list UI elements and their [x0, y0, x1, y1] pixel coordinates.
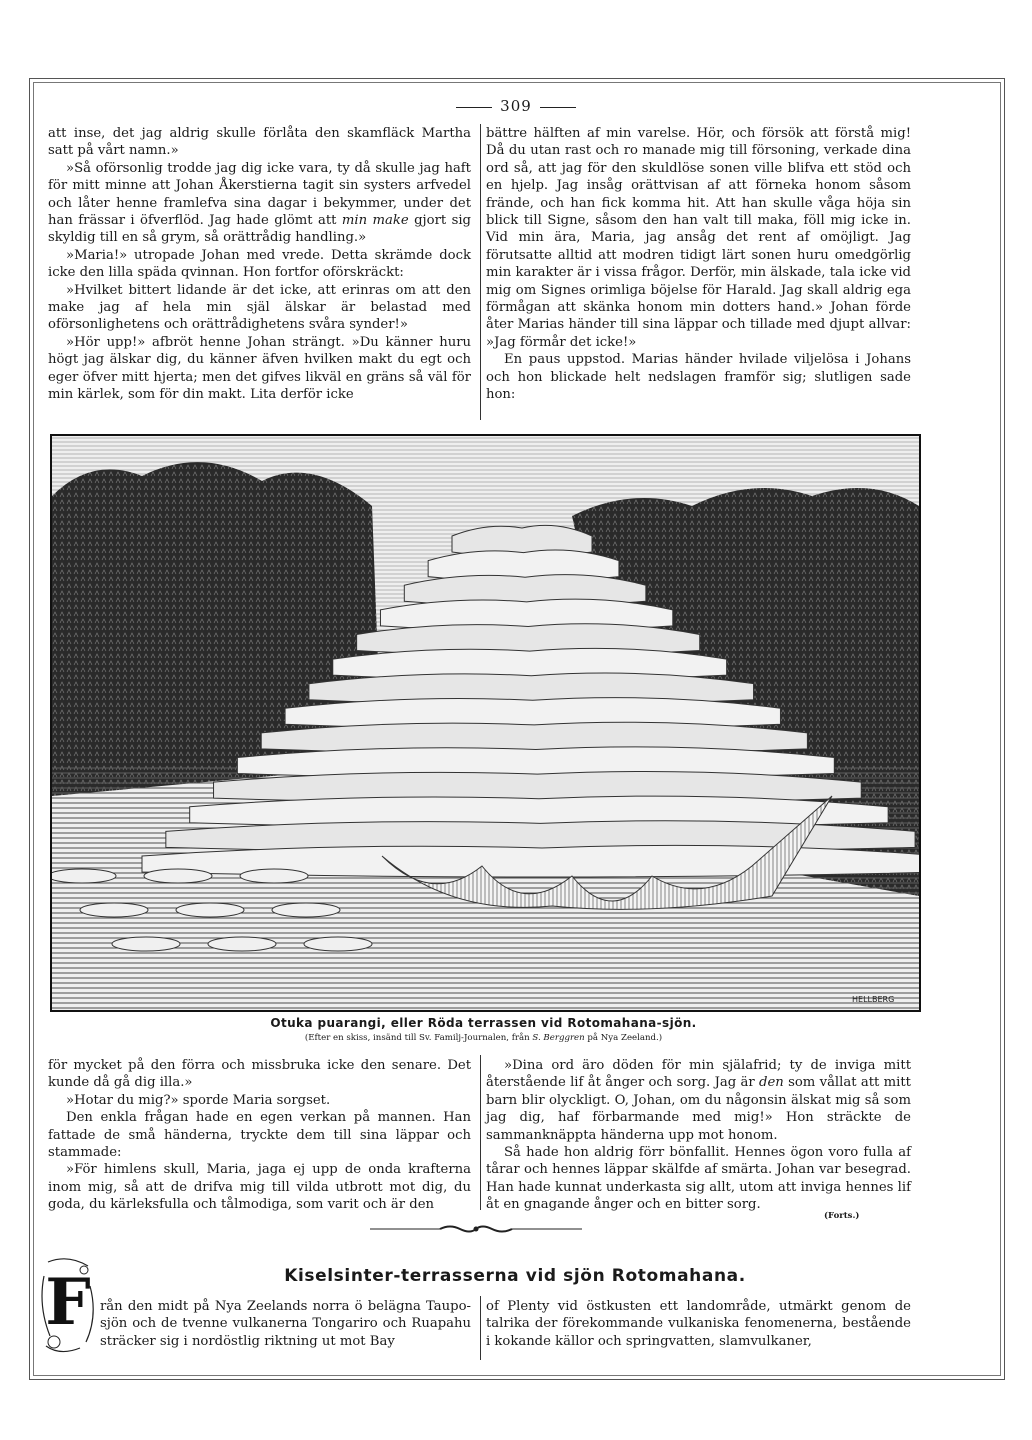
paragraph: Så hade hon aldrig förr bönfallit. Hennes ögon voro fulla af tårar och hennes läppar skälfde af smärta. Johan var besegrad. Han hade kunnat underkasta sig allt, utom att inviga hennes lif åt en gnagande ånger och en bitter sorg.	[486, 1145, 911, 1213]
paragraph: »Hotar du mig?» sporde Maria sorgset.	[66, 1092, 331, 1108]
illustration-engraving	[50, 434, 921, 1012]
column-top-right	[486, 125, 911, 421]
article-column-right	[486, 1298, 911, 1358]
paragraph: En paus uppstod. Marias händer hvilade viljelösa i Johans och hon blickade helt nedslagen framför sig; slutligen sade hon:	[486, 352, 911, 403]
sinter-pool	[52, 869, 116, 883]
paragraph: »Dina ord äro döden för min själafrid; ty de inviga mitt återstående lif åt ånger och sorg. Jag är den som vållat att mitt barn blir olyckligt. O, Johan, om du någonsin älskat mig så som jag dig, haf förbarmande med mig!» Hon sträckte de sammanknäppta händerna upp mot honom.	[486, 1058, 911, 1143]
illustration-caption	[50, 1016, 917, 1043]
sinter-pool	[144, 869, 212, 883]
sinter-pool	[240, 869, 308, 883]
column-divider-article	[480, 1296, 481, 1360]
sinter-pool	[80, 903, 148, 917]
column-bottom-left	[48, 1057, 471, 1213]
sinter-pool	[272, 903, 340, 917]
article-heading: Kiselsinter-terrasserna vid sjön Rotomahana.	[284, 1266, 746, 1286]
dropcap-letter: F	[45, 1265, 91, 1340]
paragraph: bättre hälften af min varelse. Hör, och försök att förstå mig! Då du utan rast och ro manade mig till försoning, verkade dina ord så, att jag för den skuldlöse sonen ville blifva ett stöd och en hjelp. Jag insåg orättvisan af att förneka honom såsom frände, och han fick komma hit. Att han skulle våga höja sin blick till Signe, såsom den han valt till maka, föll mig icke in. Vid min ära, Maria, jag ansåg det rent af omöjligt. Jag förutsatte alltid att modren tidigt lärt sonen huru omedgörlig min karakter är i vissa frågor. Derför, min älskade, tala icke vid mig om Signes orimliga böjelse för Harald. Jag skall aldrig ega förmågan att skänka honom min dotters hand.» Johan förde åter Marias händer till sina läppar och tillade med djupt allvar: »Jag förmår det icke!»	[486, 126, 911, 350]
paragraph: »Maria!» utropade Johan med vrede. Detta skrämde dock icke den lilla späda qvinnan. Hon fortfor oförskräckt:	[48, 247, 471, 281]
sinter-pool	[176, 903, 244, 917]
column-bottom-right	[486, 1057, 911, 1213]
paragraph: »Hör upp!» afbröt henne Johan strängt. »Du känner huru högt jag älskar dig, du känner äfven hvilken makt du egt och eger öfver mitt hjerta; men det gifves likväl en gräns så väl för min kärlek, som för din makt. Lita derför icke	[48, 334, 471, 403]
article-column-left	[100, 1298, 471, 1358]
column-divider-bottom	[480, 1055, 481, 1210]
sinter-pool	[304, 937, 372, 951]
paragraph: »För himlens skull, Maria, jaga ej upp de onda krafterna inom mig, så att de drifva mig till vilda utbrott mot dig, du goda, du kärleksfulla och tålmodiga, som varit och är den	[48, 1162, 471, 1213]
ornamental-initial	[40, 1256, 96, 1358]
caption-title: Otuka puarangi, eller Röda terrassen vid Rotomahana-sjön.	[270, 1016, 697, 1030]
engraver-signature: HELLBERG	[852, 995, 895, 1004]
page-number: 309	[0, 97, 1032, 115]
article-paragraph-right: of Plenty vid östkusten ett landområde, utmärkt genom de talrika der förekommande vulkaniska fenomenerna, bestående i kokande källor och springvatten, slamvulkaner,	[486, 1299, 911, 1349]
sinter-pool	[112, 937, 180, 951]
paragraph: »Så oförsonlig trodde jag dig icke vara, ty då skulle jag haft för mitt minne att Johan Åkerstierna tagit sin systers arfvedel och låter henne framlefva sina dagar i bekymmer, under det han frässar i öfverflöd. Jag hade glömt att min make gjort sig skyldig till en så grym, så orättrådig handling.»	[48, 160, 472, 246]
continued-marker: (Forts.)	[824, 1211, 860, 1221]
article-paragraph-left: rån den midt på Nya Zeelands norra ö belägna Taupo-sjön och de tvenne vulkanerna Tongariro och Ruapahu sträcker sig i nordöstlig riktning ut mot Bay	[100, 1299, 471, 1349]
paragraph: Den enkla frågan hade en egen verkan på mannen. Han fattade de små händerna, tryckte dem till sina läppar och stammade:	[48, 1110, 471, 1161]
column-top-left	[48, 125, 471, 421]
paragraph: att inse, det jag aldrig skulle förlåta den skamfläck Martha satt på vårt namn.»	[48, 126, 471, 159]
caption-source: (Efter en skiss, insänd till Sv. Familj-Journalen, från S. Berggren på Nya Zeeland.)	[304, 1033, 663, 1043]
terrace-engraving-svg	[52, 436, 919, 1010]
section-ornament-rule	[370, 1224, 582, 1234]
paragraph: för mycket på den förra och missbruka icke den senare. Det kunde då gå dig illa.»	[48, 1058, 471, 1091]
paragraph: »Hvilket bittert lidande är det icke, att erinras om att den make jag af hela min själ älskar är belastad med oförsonlighetens och orättrådighetens svåra synder!»	[48, 282, 471, 333]
sinter-pool	[208, 937, 276, 951]
column-divider-top	[480, 124, 481, 420]
